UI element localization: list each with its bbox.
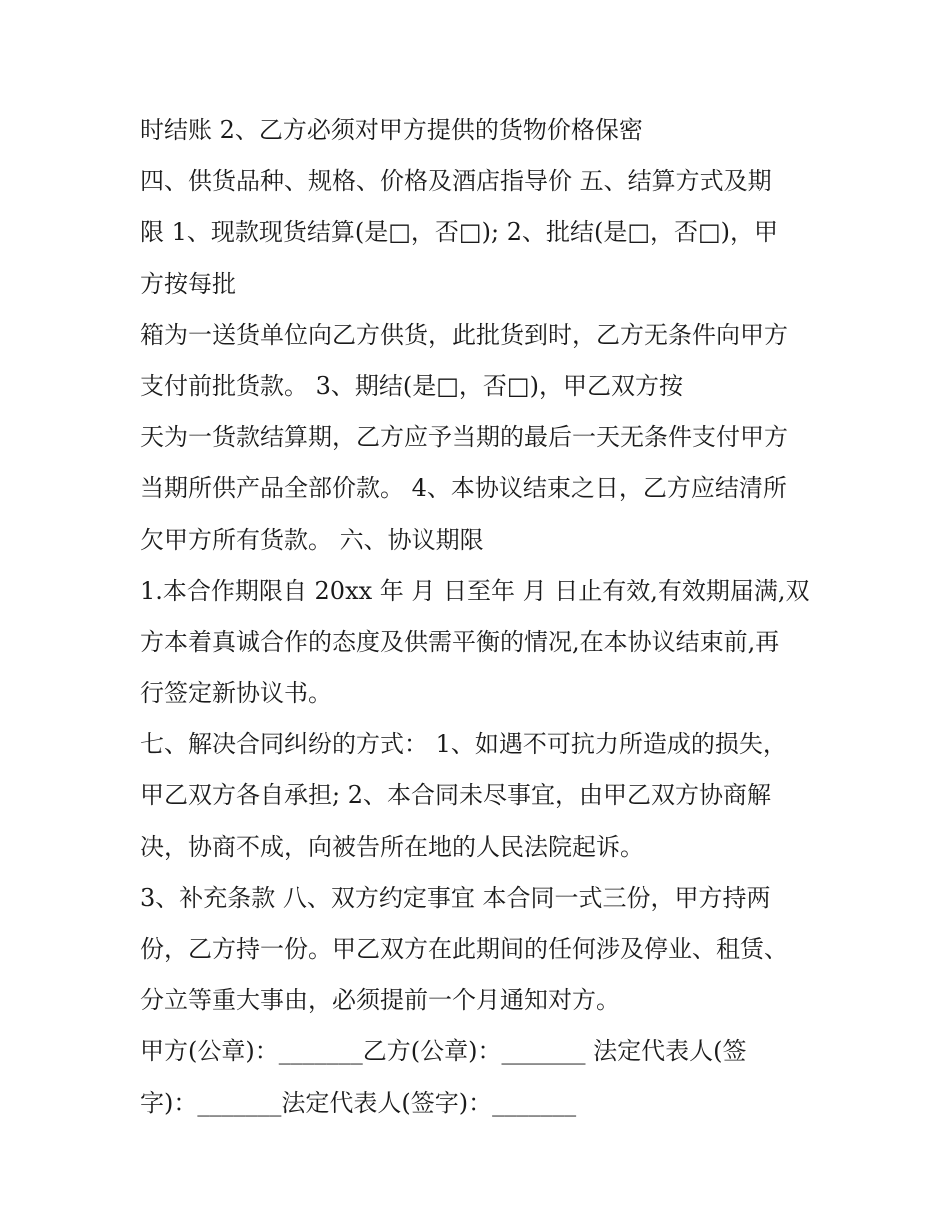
- text-line: 3、补充条款 八、双方约定事宜 本合同一式三份，甲方持两: [140, 883, 771, 912]
- text-line: 箱为一送货单位向乙方供货，此批货到时，乙方无条件向甲方: [140, 320, 788, 349]
- text-line: 当期所供产品全部价款。 4、本协议结束之日，乙方应结清所: [140, 474, 787, 503]
- signature-line: 甲方(公章)：_______乙方(公章)：_______ 法定代表人(签: [140, 1037, 747, 1066]
- text-line: 欠甲方所有货款。 六、协议期限: [140, 525, 484, 554]
- text-line: 方按每批: [140, 269, 236, 298]
- text-line: 七、解决合同纠纷的方式： 1、如遇不可抗力所造成的损失，: [140, 730, 787, 759]
- text-line: 甲乙双方各自承担; 2、本合同未尽事宜，由甲乙双方协商解: [140, 781, 771, 810]
- text-line: 行签定新协议书。: [140, 679, 332, 708]
- text-line: 1.本合作期限自 20xx 年 月 日至年 月 日止有效,有效期届满,双: [140, 576, 810, 605]
- text-line: 方本着真诚合作的态度及供需平衡的情况,在本协议结束前,再: [140, 627, 780, 656]
- document-body: [140, 108, 820, 1132]
- text-line: 时结账 2、乙方必须对甲方提供的货物价格保密: [140, 116, 643, 144]
- text-line: 分立等重大事由，必须提前一个月通知对方。: [140, 986, 620, 1015]
- text-line: 限 1、现款现货结算(是□，否□); 2、批结(是□，否□)，甲: [140, 218, 779, 247]
- text-line: 天为一货款结算期，乙方应予当期的最后一天无条件支付甲方: [140, 423, 788, 452]
- text-line: 四、供货品种、规格、价格及酒店指导价 五、结算方式及期: [140, 167, 772, 196]
- signature-line: 字)：_______法定代表人(签字)：_______: [140, 1088, 577, 1117]
- text-line: 决，协商不成，向被告所在地的人民法院起诉。: [140, 832, 644, 861]
- text-line: 份，乙方持一份。甲乙双方在此期间的任何涉及停业、租赁、: [140, 935, 788, 963]
- text-line: 支付前批货款。 3、期结(是□，否□)，甲乙双方按: [140, 371, 683, 400]
